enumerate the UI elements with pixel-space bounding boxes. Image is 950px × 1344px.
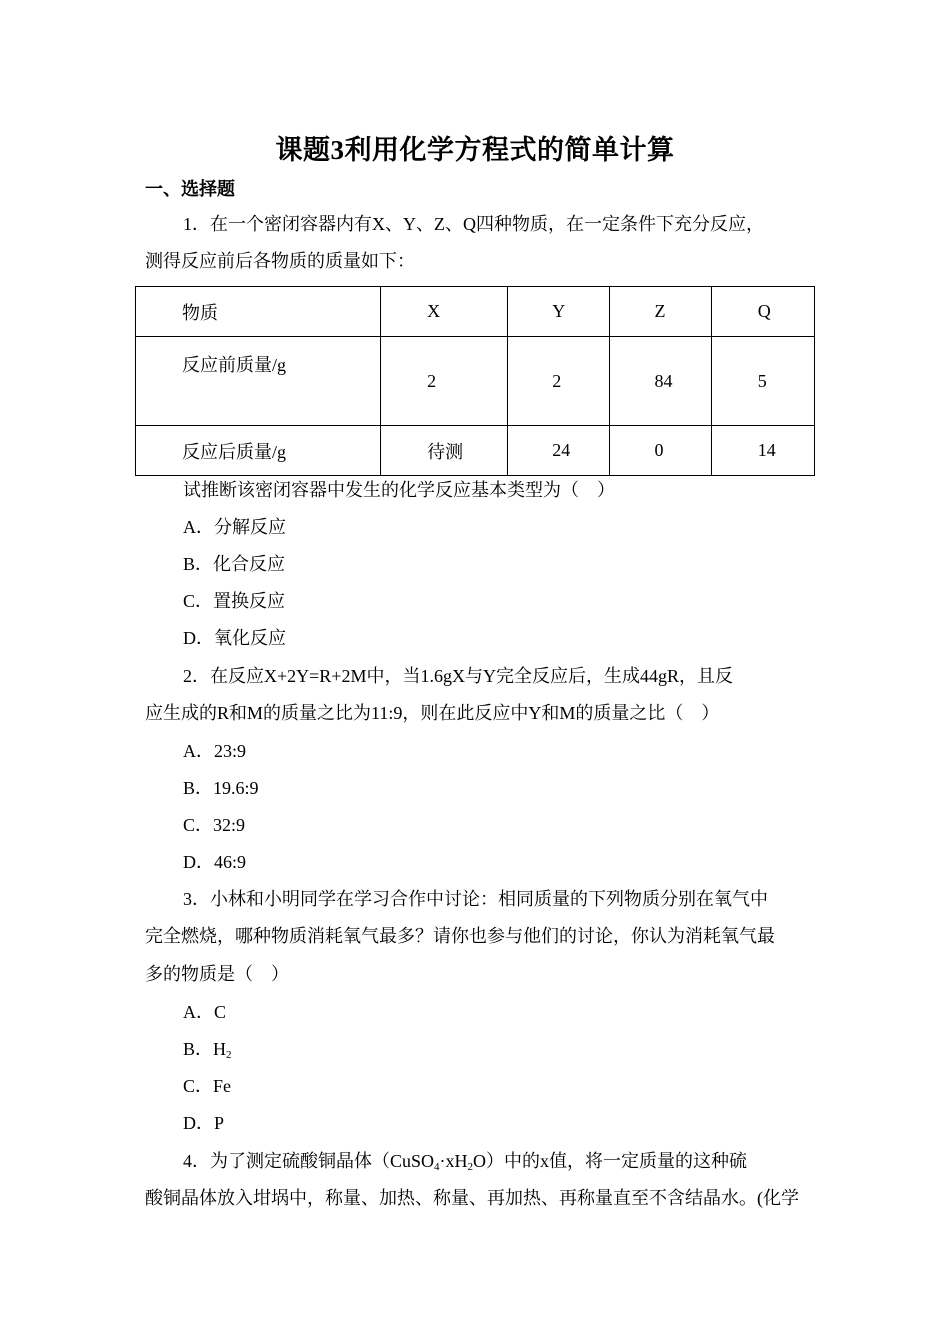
table-cell: 24 <box>508 426 609 476</box>
table-header-cell: Q <box>711 287 814 337</box>
section-heading: 一、选择题 <box>145 179 235 199</box>
table-header-row <box>136 287 815 337</box>
q4-line1-mid: ·xH <box>439 1151 468 1171</box>
q4-line1 <box>183 1149 853 1179</box>
table-cell: 反应前质量/g <box>136 337 381 426</box>
table-header-cell: 物质 <box>136 287 381 337</box>
q1-line1: 1．在一个密闭容器内有X、Y、Z、Q四种物质，在一定条件下充分反应， <box>183 214 764 234</box>
table-row <box>136 426 815 476</box>
q4-subscript-4: 4 <box>434 1161 440 1173</box>
q2-line1: 2．在反应X+2Y=R+2M中，当1.6gX与Y完全反应后，生成44gR，且反 <box>183 666 733 686</box>
q3-line3: 多的物质是（ ） <box>145 964 289 984</box>
table-cell: 反应后质量/g <box>136 426 381 476</box>
q1-option-b: B．化合反应 <box>183 554 286 574</box>
q3-line2: 完全燃烧，哪种物质消耗氧气最多？请你也参与他们的讨论，你认为消耗氧气最 <box>145 926 775 946</box>
q1-option-c: C．置换反应 <box>183 591 286 611</box>
q2-option-b: B．19.6:9 <box>183 778 259 798</box>
q1-question: 试推断该密闭容器中发生的化学反应基本类型为（ ） <box>183 480 615 500</box>
table-cell: 84 <box>609 337 711 426</box>
q2-line2: 应生成的R和M的质量之比为11:9，则在此反应中Y和M的质量之比（ ） <box>145 703 720 723</box>
q3-option-b-text: B．H <box>183 1039 227 1059</box>
q1-option-d: D．氧化反应 <box>183 628 286 648</box>
q3-option-a: A．C <box>183 1002 227 1022</box>
table-row <box>136 337 815 426</box>
q2-option-d: D．46:9 <box>183 852 246 872</box>
q4-line1-post: O）中的x值，将一定质量的这种硫 <box>473 1151 748 1171</box>
page-title: 课题3利用化学方程式的简单计算 <box>275 135 675 165</box>
table-header-cell: Y <box>508 287 609 337</box>
q1-option-a: A．分解反应 <box>183 517 286 537</box>
table-header-cell: Z <box>609 287 711 337</box>
q4-line1-pre: 4．为了测定硫酸铜晶体（CuSO <box>183 1151 435 1171</box>
table-cell: 0 <box>609 426 711 476</box>
table-cell: 待测 <box>381 426 508 476</box>
q3-line1: 3．小林和小明同学在学习合作中讨论：相同质量的下列物质分别在氧气中 <box>183 889 768 909</box>
table-header-cell: X <box>381 287 508 337</box>
q3-option-b-subscript: 2 <box>226 1049 232 1061</box>
q3-option-d: D．P <box>183 1113 225 1133</box>
q2-option-a: A．23:9 <box>183 741 246 761</box>
q2-option-c: C．32:9 <box>183 815 246 835</box>
mass-table <box>135 286 815 476</box>
table-cell: 2 <box>381 337 508 426</box>
table-cell: 5 <box>711 337 814 426</box>
table-cell: 14 <box>711 426 814 476</box>
q1-line2: 测得反应前后各物质的质量如下： <box>145 251 415 271</box>
q3-option-c: C．Fe <box>183 1076 232 1096</box>
q3-option-b <box>183 1037 853 1067</box>
q4-line2: 酸铜晶体放入坩埚中，称量、加热、称量、再加热、再称量直至不含结晶水。(化学 <box>145 1188 799 1208</box>
q4-subscript-2: 2 <box>467 1161 474 1173</box>
table-cell: 2 <box>508 337 609 426</box>
